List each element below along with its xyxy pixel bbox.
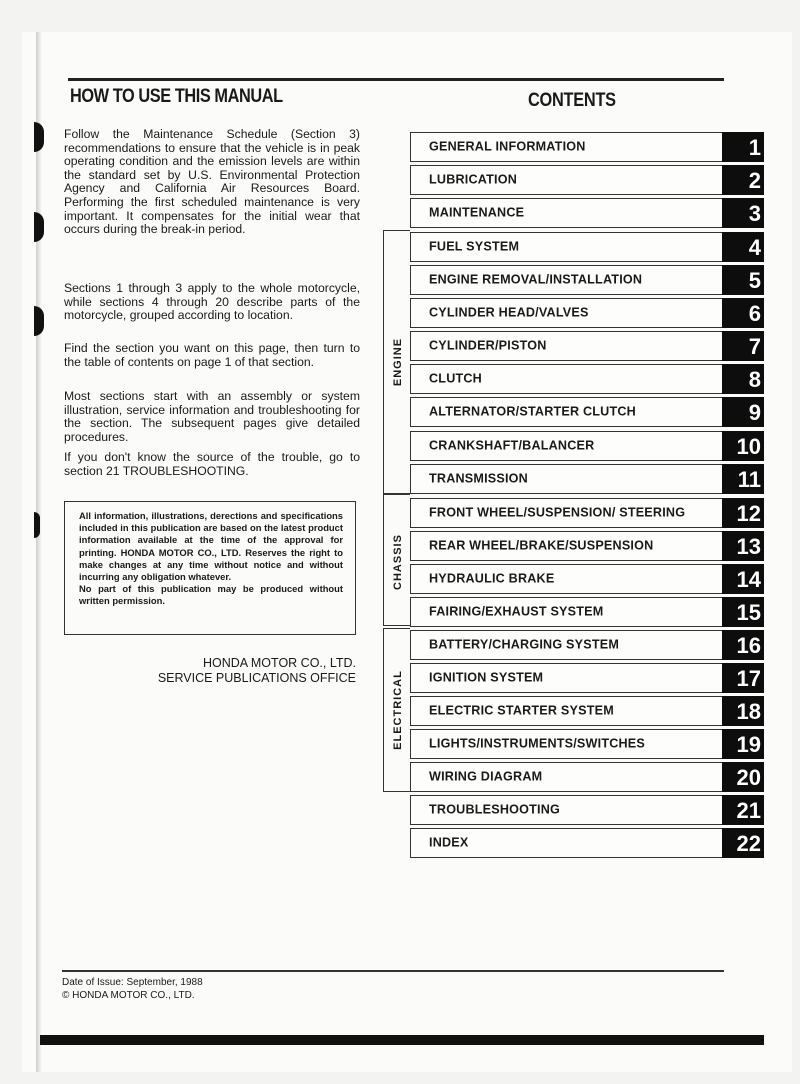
contents-item-11[interactable]	[410, 464, 764, 494]
group-label-chassis: CHASSIS	[392, 534, 404, 590]
contents-item-1[interactable]	[410, 132, 764, 162]
contents-item-label: WIRING DIAGRAM	[429, 769, 543, 784]
header-rule	[68, 78, 724, 81]
contents-item-label: BATTERY/CHARGING SYSTEM	[429, 637, 620, 652]
contents-item-6[interactable]	[410, 298, 764, 328]
contents-item-label: FUEL SYSTEM	[429, 239, 520, 254]
contents-item-15[interactable]	[410, 597, 764, 627]
troubleshooting-paragraph: If you don't know the source of the trouble, go to section 21 TROUBLESHOOTING.	[64, 450, 360, 478]
section-number-tab: 10	[722, 431, 764, 461]
contents-item-label: LUBRICATION	[429, 172, 518, 187]
contents-item-14[interactable]	[410, 564, 764, 594]
section-number-tab: 20	[722, 762, 764, 792]
contents-item-5[interactable]	[410, 265, 764, 295]
contents-item-label: REAR WHEEL/BRAKE/SUSPENSION	[429, 538, 654, 553]
contents-item-label: GENERAL INFORMATION	[429, 139, 586, 154]
footer-rule	[62, 970, 724, 972]
contents-item-10[interactable]	[410, 431, 764, 461]
section-number-tab: 14	[722, 564, 764, 594]
contents-item-label: CLUTCH	[429, 371, 482, 386]
contents-item-label: CRANKSHAFT/BALANCER	[429, 438, 595, 453]
section-number-tab: 8	[722, 364, 764, 394]
contents-item-12[interactable]	[410, 498, 764, 528]
contents-title: CONTENTS	[528, 90, 616, 111]
footer-copyright: © HONDA MOTOR CO., LTD.	[62, 990, 195, 1001]
section-number-tab: 22	[722, 828, 764, 858]
contents-item-20[interactable]	[410, 762, 764, 792]
contents-item-label: ELECTRIC STARTER SYSTEM	[429, 703, 614, 718]
find-section-paragraph: Find the section you want on this page, then turn to the table of contents on page 1 of that section.	[64, 341, 360, 369]
contents-item-label: HYDRAULIC BRAKE	[429, 571, 555, 586]
section-number-tab: 5	[722, 265, 764, 295]
section-number-tab: 7	[722, 331, 764, 361]
contents-item-2[interactable]	[410, 165, 764, 195]
intro-paragraph: Follow the Maintenance Schedule (Section 3) recommendations to ensure that the vehicle is in peak operating condition and the emission levels are within the standard set by U.S. Environmental Protection Agency and California Air Resources Board. Performing the first scheduled maintenance is very important. It compensates for the initial wear that occurs during the break-in period.	[64, 127, 360, 237]
contents-item-label: FAIRING/EXHAUST SYSTEM	[429, 604, 604, 619]
contents-item-label: ALTERNATOR/STARTER CLUTCH	[429, 404, 636, 419]
contents-item-18[interactable]	[410, 696, 764, 726]
section-number-tab: 1	[722, 132, 764, 162]
section-number-tab: 17	[722, 663, 764, 693]
contents-item-21[interactable]	[410, 795, 764, 825]
publisher-name: HONDA MOTOR CO., LTD.	[202, 656, 356, 670]
section-number-tab: 18	[722, 696, 764, 726]
contents-item-3[interactable]	[410, 198, 764, 228]
contents-item-9[interactable]	[410, 397, 764, 427]
section-number-tab: 16	[722, 630, 764, 660]
contents-item-label: IGNITION SYSTEM	[429, 670, 544, 685]
footer	[62, 976, 203, 1002]
group-label-engine: ENGINE	[392, 337, 404, 387]
section-number-tab: 4	[722, 232, 764, 262]
section-number-tab: 11	[722, 464, 764, 494]
section-number-tab: 3	[722, 198, 764, 228]
section-number-tab: 21	[722, 795, 764, 825]
binder-hole	[34, 512, 40, 538]
contents-item-13[interactable]	[410, 531, 764, 561]
section-number-tab: 13	[722, 531, 764, 561]
group-label-electrical: ELECTRICAL	[392, 670, 404, 750]
bottom-bar	[40, 1035, 764, 1045]
contents-item-19[interactable]	[410, 729, 764, 759]
sections-paragraph: Sections 1 through 3 apply to the whole motorcycle, while sections 4 through 20 describe parts of the motorcycle, grouped according to location.	[64, 281, 360, 323]
contents-item-4[interactable]	[410, 232, 764, 262]
section-number-tab: 15	[722, 597, 764, 627]
page-gutter-shadow	[36, 32, 42, 1072]
section-number-tab: 2	[722, 165, 764, 195]
disclaimer-box	[64, 501, 356, 635]
section-number-tab: 6	[722, 298, 764, 328]
contents-item-label: LIGHTS/INSTRUMENTS/SWITCHES	[429, 736, 645, 751]
issue-date: Date of Issue: September, 1988	[62, 977, 203, 988]
contents-item-17[interactable]	[410, 663, 764, 693]
contents-item-7[interactable]	[410, 331, 764, 361]
section-number-tab: 12	[722, 498, 764, 528]
copyright-notice-text: No part of this publication may be produced without written permission.	[79, 583, 343, 607]
section-number-tab: 9	[722, 397, 764, 427]
how-to-use-title: HOW TO USE THIS MANUAL	[70, 86, 283, 107]
publisher-block	[60, 656, 356, 686]
contents-item-label: TRANSMISSION	[429, 471, 528, 486]
disclaimer-text: All information, illustrations, derections and specifications included in this publication are based on the latest product information available at the time of the approval for printing. HONDA MOTOR CO., LTD. Reserves the right to make changes at any time without notice and without incurring any obligation whatever.	[79, 510, 343, 583]
contents-item-16[interactable]	[410, 630, 764, 660]
contents-item-label: ENGINE REMOVAL/INSTALLATION	[429, 272, 643, 287]
contents-item-8[interactable]	[410, 364, 764, 394]
section-number-tab: 19	[722, 729, 764, 759]
contents-item-label: TROUBLESHOOTING	[429, 802, 561, 817]
contents-item-22[interactable]	[410, 828, 764, 858]
contents-item-label: CYLINDER HEAD/VALVES	[429, 305, 589, 320]
publisher-office: SERVICE PUBLICATIONS OFFICE	[157, 671, 356, 685]
contents-item-label: CYLINDER/PISTON	[429, 338, 547, 353]
contents-item-label: INDEX	[429, 835, 469, 850]
section-structure-paragraph: Most sections start with an assembly or system illustration, service information and troubleshooting for the section. The subsequent pages give detailed procedures.	[64, 389, 360, 444]
contents-item-label: FRONT WHEEL/SUSPENSION/ STEERING	[429, 505, 686, 520]
contents-item-label: MAINTENANCE	[429, 205, 525, 220]
